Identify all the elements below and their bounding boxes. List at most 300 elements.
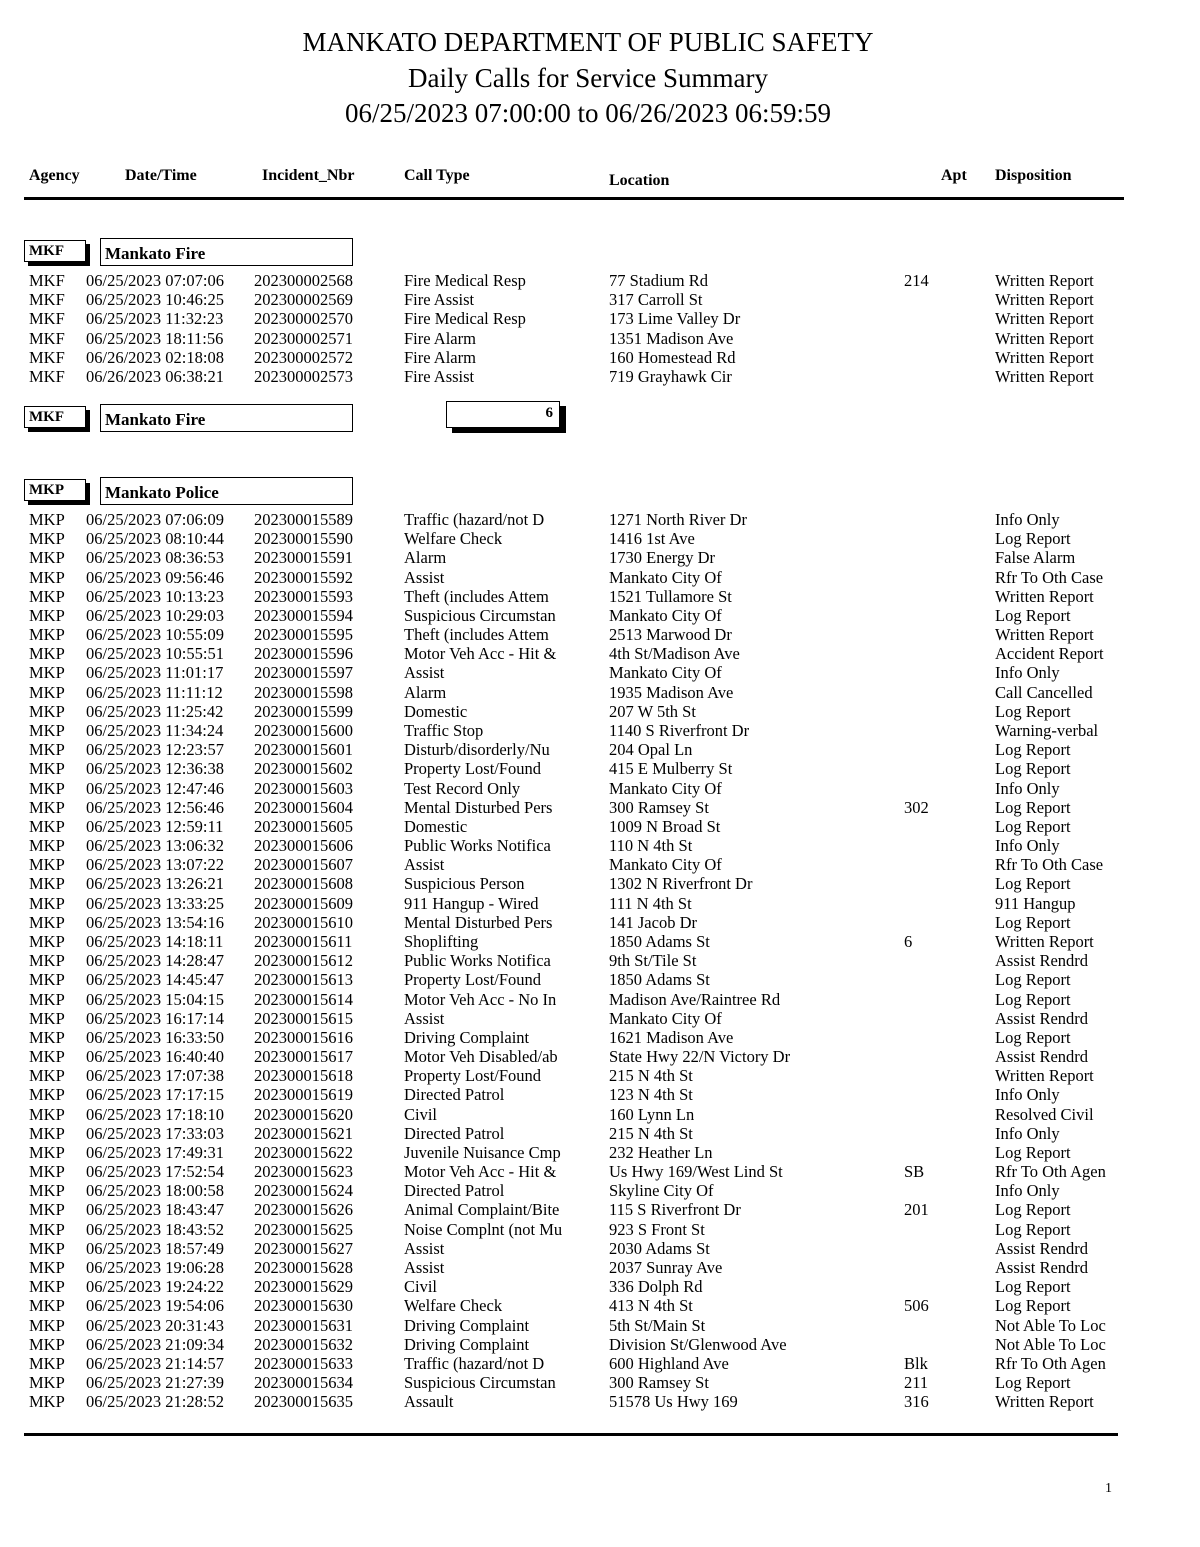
cell-agency: MKP [29, 510, 65, 529]
cell-agency: MKP [29, 1200, 65, 1220]
cell-datetime: 06/25/2023 18:11:56 [86, 328, 224, 348]
cell-disposition: Log Report [995, 1200, 1071, 1220]
cell-agency: MKP [29, 740, 65, 760]
cell-incident: 202300015628 [254, 1258, 353, 1278]
cell-incident: 202300015630 [254, 1296, 353, 1316]
cell-call-type: Property Lost/Found [404, 759, 542, 779]
cell-datetime: 06/25/2023 18:43:47 [86, 1200, 224, 1220]
cell-datetime: 06/25/2023 19:06:28 [86, 1258, 224, 1278]
column-header-agency: Agency [29, 167, 80, 184]
cell-disposition: Written Report [995, 271, 1094, 290]
cell-incident: 202300015609 [254, 893, 353, 913]
cell-call-type: Mental Disturbed Pers [404, 797, 553, 817]
cell-call-type: Public Works Notifica [404, 951, 551, 971]
cell-call-type: Alarm [404, 548, 447, 568]
cell-agency: MKP [29, 1142, 65, 1162]
cell-call-type: Domestic [404, 816, 468, 836]
cell-incident: 202300015616 [254, 1027, 353, 1047]
cell-call-type: Directed Patrol [404, 1181, 505, 1201]
column-header-apt: Apt [941, 167, 967, 184]
cell-incident: 202300015619 [254, 1085, 353, 1105]
cell-datetime: 06/26/2023 06:38:21 [86, 367, 224, 386]
cell-call-type: Fire Alarm [404, 328, 476, 348]
cell-location: 160 Lynn Ln [609, 1104, 695, 1124]
cell-agency: MKP [29, 1373, 65, 1393]
cell-incident: 202300015599 [254, 701, 353, 721]
cell-disposition: Log Report [995, 529, 1071, 549]
cell-call-type: Fire Medical Resp [404, 271, 526, 290]
cell-disposition: Assist Rendrd [995, 1258, 1089, 1278]
cell-disposition: 911 Hangup [995, 893, 1076, 913]
cell-call-type: Directed Patrol [404, 1085, 505, 1105]
cell-call-type: Domestic [404, 701, 468, 721]
cell-incident: 202300015623 [254, 1162, 353, 1182]
cell-disposition: Written Report [995, 367, 1094, 386]
cell-disposition: Warning-verbal [995, 720, 1099, 740]
cell-call-type: Driving Complaint [404, 1315, 530, 1335]
cell-call-type: Fire Medical Resp [404, 309, 526, 329]
cell-datetime: 06/25/2023 16:17:14 [86, 1008, 224, 1028]
cell-disposition: Info Only [995, 510, 1060, 529]
cell-incident: 202300015615 [254, 1008, 353, 1028]
cell-call-type: Theft (includes Attem [404, 586, 549, 606]
cell-disposition: Info Only [995, 663, 1060, 683]
cell-call-type: Fire Assist [404, 290, 475, 310]
cell-incident: 202300015600 [254, 720, 353, 740]
cell-datetime: 06/25/2023 14:18:11 [86, 931, 224, 951]
cell-agency: MKP [29, 1085, 65, 1105]
cell-agency: MKP [29, 663, 65, 683]
cell-location: 5th St/Main St [609, 1315, 706, 1335]
cell-disposition: Log Report [995, 1296, 1071, 1316]
cell-incident: 202300015634 [254, 1373, 353, 1393]
cell-location: Mankato City Of [609, 855, 722, 875]
cell-datetime: 06/25/2023 13:06:32 [86, 836, 224, 856]
cell-call-type: Test Record Only [404, 778, 521, 798]
cell-datetime: 06/25/2023 08:36:53 [86, 548, 224, 568]
cell-agency: MKP [29, 1238, 65, 1258]
report-title: MANKATO DEPARTMENT OF PUBLIC SAFETY [302, 27, 874, 57]
cell-apt: 214 [904, 271, 929, 290]
cell-datetime: 06/25/2023 07:07:06 [86, 271, 224, 290]
cell-datetime: 06/25/2023 10:29:03 [86, 605, 224, 625]
cell-incident: 202300015613 [254, 970, 353, 990]
cell-disposition: Written Report [995, 328, 1094, 348]
cell-datetime: 06/25/2023 16:40:40 [86, 1047, 224, 1067]
cell-agency: MKP [29, 874, 65, 894]
cell-disposition: Log Report [995, 740, 1071, 760]
column-header-incident: Incident_Nbr [262, 167, 355, 184]
cell-incident: 202300015625 [254, 1219, 353, 1239]
cell-disposition: Log Report [995, 1142, 1071, 1162]
cell-datetime: 06/25/2023 17:17:15 [86, 1085, 224, 1105]
cell-incident: 202300015633 [254, 1353, 353, 1373]
cell-call-type: Assist [404, 1238, 445, 1258]
fire-agency-code: MKF [24, 240, 86, 262]
cell-incident: 202300002572 [254, 347, 353, 367]
cell-agency: MKP [29, 586, 65, 606]
cell-agency: MKF [29, 328, 65, 348]
cell-disposition: Log Report [995, 1373, 1071, 1393]
cell-location: Skyline City Of [609, 1181, 714, 1201]
cell-agency: MKP [29, 1392, 65, 1412]
cell-disposition: Log Report [995, 1277, 1071, 1297]
cell-datetime: 06/25/2023 12:23:57 [86, 740, 224, 760]
cell-datetime: 06/25/2023 13:54:16 [86, 912, 224, 932]
cell-datetime: 06/25/2023 17:07:38 [86, 1066, 224, 1086]
cell-agency: MKP [29, 1104, 65, 1124]
cell-datetime: 06/25/2023 10:55:09 [86, 625, 224, 645]
cell-datetime: 06/25/2023 20:31:43 [86, 1315, 224, 1335]
cell-incident: 202300002571 [254, 328, 353, 348]
cell-disposition: Log Report [995, 874, 1071, 894]
cell-incident: 202300015624 [254, 1181, 353, 1201]
cell-location: 1351 Madison Ave [609, 328, 734, 348]
cell-disposition: Written Report [995, 586, 1094, 606]
cell-location: State Hwy 22/N Victory Dr [609, 1047, 791, 1067]
cell-apt: Blk [904, 1353, 928, 1373]
column-header-disposition: Disposition [995, 167, 1072, 184]
cell-disposition: False Alarm [995, 548, 1076, 568]
cell-agency: MKP [29, 893, 65, 913]
cell-location: 923 S Front St [609, 1219, 705, 1239]
cell-call-type: Animal Complaint/Bite [404, 1200, 560, 1220]
cell-agency: MKP [29, 1181, 65, 1201]
page-number: 1 [1105, 1481, 1112, 1496]
cell-call-type: Noise Complnt (not Mu [404, 1219, 563, 1239]
cell-disposition: Log Report [995, 701, 1071, 721]
cell-incident: 202300015618 [254, 1066, 353, 1086]
cell-location: Madison Ave/Raintree Rd [609, 989, 781, 1009]
cell-agency: MKP [29, 1047, 65, 1067]
cell-location: 215 N 4th St [609, 1123, 693, 1143]
cell-datetime: 06/25/2023 11:11:12 [86, 682, 223, 702]
header-rule [24, 197, 1124, 200]
cell-datetime: 06/25/2023 18:57:49 [86, 1238, 224, 1258]
cell-agency: MKF [29, 347, 65, 367]
cell-agency: MKP [29, 1162, 65, 1182]
cell-call-type: 911 Hangup - Wired [404, 893, 539, 913]
cell-location: 1009 N Broad St [609, 816, 721, 836]
cell-disposition: Rfr To Oth Agen [995, 1353, 1106, 1373]
cell-incident: 202300015597 [254, 663, 353, 683]
cell-agency: MKP [29, 1123, 65, 1143]
cell-disposition: Info Only [995, 836, 1060, 856]
cell-location: Mankato City Of [609, 1008, 722, 1028]
cell-call-type: Fire Assist [404, 367, 475, 386]
cell-datetime: 06/25/2023 21:27:39 [86, 1373, 224, 1393]
cell-call-type: Motor Veh Acc - No In [404, 989, 557, 1009]
cell-call-type: Assist [404, 1258, 445, 1278]
cell-call-type: Civil [404, 1277, 438, 1297]
cell-location: 123 N 4th St [609, 1085, 693, 1105]
cell-location: 141 Jacob Dr [609, 912, 697, 932]
cell-call-type: Motor Veh Acc - Hit & [404, 644, 557, 664]
cell-datetime: 06/25/2023 10:55:51 [86, 644, 224, 664]
cell-disposition: Log Report [995, 605, 1071, 625]
cell-incident: 202300002568 [254, 271, 353, 290]
cell-agency: MKP [29, 1334, 65, 1354]
cell-location: 51578 Us Hwy 169 [609, 1392, 738, 1412]
cell-call-type: Property Lost/Found [404, 970, 542, 990]
police-agency-code: MKP [24, 479, 86, 501]
cell-location: 215 N 4th St [609, 1066, 693, 1086]
cell-incident: 202300015614 [254, 989, 353, 1009]
cell-call-type: Assault [404, 1392, 454, 1412]
cell-incident: 202300015605 [254, 816, 353, 836]
cell-location: 413 N 4th St [609, 1296, 693, 1316]
cell-disposition: Written Report [995, 309, 1094, 329]
cell-disposition: Not Able To Loc [995, 1315, 1106, 1335]
cell-call-type: Disturb/disorderly/Nu [404, 740, 550, 760]
cell-incident: 202300015590 [254, 529, 353, 549]
cell-incident: 202300015593 [254, 586, 353, 606]
cell-disposition: Info Only [995, 1123, 1060, 1143]
cell-location: 110 N 4th St [609, 836, 693, 856]
cell-incident: 202300015621 [254, 1123, 353, 1143]
cell-disposition: Written Report [995, 931, 1094, 951]
cell-incident: 202300015592 [254, 567, 353, 587]
cell-agency: MKP [29, 720, 65, 740]
cell-location: 1621 Madison Ave [609, 1027, 734, 1047]
fire-call-count: 6 [446, 401, 560, 428]
cell-agency: MKP [29, 682, 65, 702]
cell-agency: MKP [29, 548, 65, 568]
cell-call-type: Assist [404, 663, 445, 683]
cell-location: 317 Carroll St [609, 290, 703, 310]
cell-disposition: Written Report [995, 1392, 1094, 1412]
cell-datetime: 06/25/2023 08:10:44 [86, 529, 224, 549]
cell-agency: MKP [29, 1219, 65, 1239]
cell-call-type: Assist [404, 1008, 445, 1028]
cell-datetime: 06/25/2023 12:47:46 [86, 778, 224, 798]
fire-footer-name: Mankato Fire [100, 404, 353, 432]
cell-disposition: Log Report [995, 970, 1071, 990]
cell-datetime: 06/25/2023 18:43:52 [86, 1219, 224, 1239]
cell-agency: MKP [29, 951, 65, 971]
cell-location: 1271 North River Dr [609, 510, 747, 529]
cell-agency: MKP [29, 1258, 65, 1278]
cell-call-type: Assist [404, 567, 445, 587]
cell-location: 2513 Marwood Dr [609, 625, 732, 645]
cell-incident: 202300015626 [254, 1200, 353, 1220]
cell-disposition: Assist Rendrd [995, 1008, 1089, 1028]
cell-location: 1140 S Riverfront Dr [609, 720, 750, 740]
cell-location: 160 Homestead Rd [609, 347, 736, 367]
cell-disposition: Log Report [995, 989, 1071, 1009]
cell-call-type: Public Works Notifica [404, 836, 551, 856]
cell-incident: 202300015594 [254, 605, 353, 625]
cell-incident: 202300015617 [254, 1047, 353, 1067]
cell-datetime: 06/25/2023 10:13:23 [86, 586, 224, 606]
cell-agency: MKP [29, 644, 65, 664]
cell-agency: MKP [29, 567, 65, 587]
cell-call-type: Welfare Check [404, 529, 503, 549]
cell-datetime: 06/25/2023 11:34:24 [86, 720, 224, 740]
cell-call-type: Driving Complaint [404, 1334, 530, 1354]
cell-location: 1521 Tullamore St [609, 586, 732, 606]
cell-datetime: 06/25/2023 13:07:22 [86, 855, 224, 875]
cell-incident: 202300015603 [254, 778, 353, 798]
cell-incident: 202300015611 [254, 931, 353, 951]
cell-incident: 202300015631 [254, 1315, 353, 1335]
cell-call-type: Alarm [404, 682, 447, 702]
police-agency-name: Mankato Police [100, 477, 353, 505]
cell-location: 9th St/Tile St [609, 951, 697, 971]
cell-datetime: 06/25/2023 13:26:21 [86, 874, 224, 894]
report-subtitle: Daily Calls for Service Summary [408, 63, 768, 93]
cell-incident: 202300015608 [254, 874, 353, 894]
cell-incident: 202300002569 [254, 290, 353, 310]
cell-call-type: Traffic (hazard/not D [404, 1353, 545, 1373]
cell-location: 2037 Sunray Ave [609, 1258, 723, 1278]
cell-disposition: Rfr To Oth Agen [995, 1162, 1106, 1182]
cell-location: 415 E Mulberry St [609, 759, 733, 779]
cell-disposition: Info Only [995, 1085, 1060, 1105]
cell-disposition: Assist Rendrd [995, 951, 1089, 971]
cell-incident: 202300015622 [254, 1142, 353, 1162]
cell-agency: MKP [29, 989, 65, 1009]
cell-datetime: 06/25/2023 17:18:10 [86, 1104, 224, 1124]
cell-call-type: Traffic Stop [404, 720, 484, 740]
cell-call-type: Shoplifting [404, 931, 479, 951]
cell-location: Mankato City Of [609, 663, 722, 683]
cell-incident: 202300015610 [254, 912, 353, 932]
cell-agency: MKF [29, 271, 65, 290]
cell-disposition: Written Report [995, 1066, 1094, 1086]
cell-incident: 202300015635 [254, 1392, 353, 1412]
cell-disposition: Log Report [995, 1027, 1071, 1047]
cell-datetime: 06/25/2023 15:04:15 [86, 989, 224, 1009]
cell-disposition: Written Report [995, 290, 1094, 310]
cell-incident: 202300015620 [254, 1104, 353, 1124]
cell-location: 4th St/Madison Ave [609, 644, 740, 664]
cell-location: Mankato City Of [609, 778, 722, 798]
cell-incident: 202300015601 [254, 740, 353, 760]
cell-location: 719 Grayhawk Cir [609, 367, 732, 386]
cell-incident: 202300015602 [254, 759, 353, 779]
cell-incident: 202300002570 [254, 309, 353, 329]
cell-location: Mankato City Of [609, 605, 722, 625]
cell-disposition: Accident Report [995, 644, 1104, 664]
cell-datetime: 06/25/2023 14:45:47 [86, 970, 224, 990]
cell-incident: 202300015612 [254, 951, 353, 971]
cell-incident: 202300015629 [254, 1277, 353, 1297]
report-date-range: 06/25/2023 07:00:00 to 06/26/2023 06:59:59 [344, 98, 831, 128]
cell-location: 1935 Madison Ave [609, 682, 734, 702]
cell-disposition: Written Report [995, 625, 1094, 645]
column-header-location: Location [609, 172, 670, 189]
cell-incident: 202300015604 [254, 797, 353, 817]
cell-disposition: Assist Rendrd [995, 1047, 1089, 1067]
cell-apt: 316 [904, 1392, 929, 1412]
cell-incident: 202300002573 [254, 367, 353, 386]
cell-location: Us Hwy 169/West Lind St [609, 1162, 783, 1182]
cell-incident: 202300015627 [254, 1238, 353, 1258]
cell-apt: 211 [904, 1373, 929, 1393]
cell-agency: MKP [29, 1008, 65, 1028]
fire-agency-name: Mankato Fire [100, 238, 353, 266]
cell-datetime: 06/25/2023 12:36:38 [86, 759, 224, 779]
cell-agency: MKF [29, 309, 65, 329]
cell-location: 111 N 4th St [609, 893, 692, 913]
cell-call-type: Mental Disturbed Pers [404, 912, 553, 932]
cell-agency: MKF [29, 290, 65, 310]
cell-location: 115 S Riverfront Dr [609, 1200, 741, 1220]
cell-agency: MKP [29, 970, 65, 990]
cell-call-type: Suspicious Circumstan [404, 605, 556, 625]
cell-agency: MKP [29, 912, 65, 932]
cell-call-type: Motor Veh Acc - Hit & [404, 1162, 557, 1182]
cell-call-type: Juvenile Nuisance Cmp [404, 1142, 561, 1162]
cell-agency: MKP [29, 605, 65, 625]
cell-datetime: 06/25/2023 17:49:31 [86, 1142, 224, 1162]
cell-agency: MKF [29, 367, 65, 386]
cell-disposition: Resolved Civil [995, 1104, 1094, 1124]
cell-apt: 506 [904, 1296, 929, 1316]
cell-incident: 202300015595 [254, 625, 353, 645]
cell-location: Mankato City Of [609, 567, 722, 587]
cell-call-type: Civil [404, 1104, 438, 1124]
cell-datetime: 06/25/2023 11:01:17 [86, 663, 224, 683]
cell-disposition: Written Report [995, 347, 1094, 367]
column-header-datetime: Date/Time [125, 167, 197, 184]
cell-datetime: 06/25/2023 16:33:50 [86, 1027, 224, 1047]
cell-call-type: Assist [404, 855, 445, 875]
cell-datetime: 06/25/2023 21:09:34 [86, 1334, 224, 1354]
cell-location: 232 Heather Ln [609, 1142, 713, 1162]
cell-disposition: Log Report [995, 797, 1071, 817]
cell-disposition: Call Cancelled [995, 682, 1093, 702]
cell-location: 207 W 5th St [609, 701, 696, 721]
cell-location: 204 Opal Ln [609, 740, 693, 760]
cell-location: 1730 Energy Dr [609, 548, 716, 568]
cell-call-type: Fire Alarm [404, 347, 476, 367]
cell-location: 1302 N Riverfront Dr [609, 874, 753, 894]
cell-agency: MKP [29, 855, 65, 875]
cell-location: 336 Dolph Rd [609, 1277, 703, 1297]
cell-incident: 202300015596 [254, 644, 353, 664]
cell-datetime: 06/25/2023 12:59:11 [86, 816, 224, 836]
cell-apt: 302 [904, 797, 929, 817]
cell-agency: MKP [29, 1315, 65, 1335]
cell-agency: MKP [29, 931, 65, 951]
cell-incident: 202300015632 [254, 1334, 353, 1354]
cell-apt: 201 [904, 1200, 929, 1220]
cell-disposition: Not Able To Loc [995, 1334, 1106, 1354]
cell-agency: MKP [29, 1027, 65, 1047]
cell-incident: 202300015589 [254, 510, 353, 529]
cell-datetime: 06/25/2023 11:32:23 [86, 309, 224, 329]
cell-apt: SB [904, 1162, 925, 1182]
cell-disposition: Info Only [995, 1181, 1060, 1201]
cell-agency: MKP [29, 701, 65, 721]
cell-call-type: Suspicious Circumstan [404, 1373, 556, 1393]
cell-disposition: Rfr To Oth Case [995, 567, 1104, 587]
column-header-calltype: Call Type [404, 167, 470, 184]
cell-datetime: 06/25/2023 18:00:58 [86, 1181, 224, 1201]
cell-location: 1416 1st Ave [609, 529, 695, 549]
cell-call-type: Driving Complaint [404, 1027, 530, 1047]
cell-disposition: Log Report [995, 816, 1071, 836]
cell-agency: MKP [29, 1277, 65, 1297]
cell-disposition: Log Report [995, 912, 1071, 932]
cell-call-type: Welfare Check [404, 1296, 503, 1316]
cell-datetime: 06/26/2023 02:18:08 [86, 347, 224, 367]
cell-call-type: Property Lost/Found [404, 1066, 542, 1086]
cell-incident: 202300015607 [254, 855, 353, 875]
cell-datetime: 06/25/2023 19:24:22 [86, 1277, 224, 1297]
